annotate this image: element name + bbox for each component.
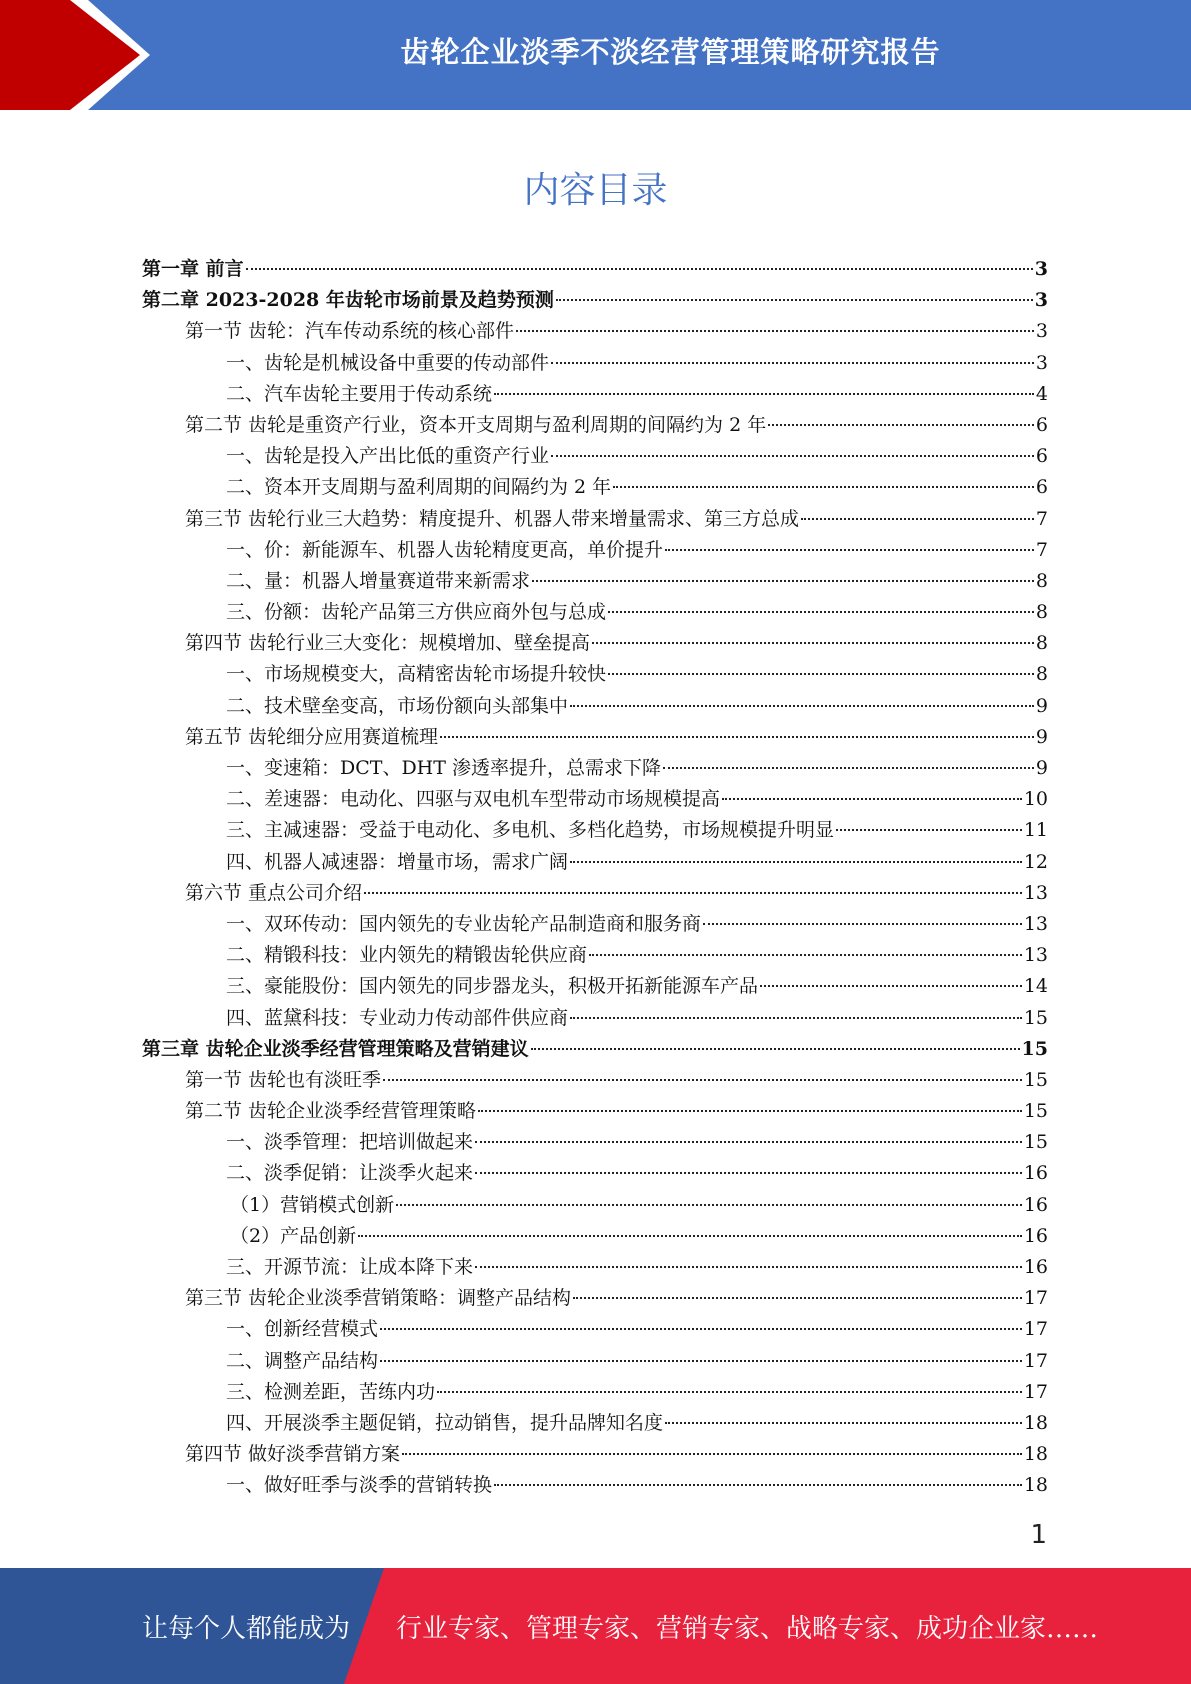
toc-entry-page: 18	[1023, 1443, 1048, 1466]
page-number: 1	[1030, 1520, 1047, 1550]
toc-entry-page: 8	[1035, 632, 1048, 655]
toc-entry-title: 第二章 2023-2028 年齿轮市场前景及趋势预测	[142, 289, 554, 312]
toc-entry[interactable]	[142, 1470, 1048, 1501]
toc-entry[interactable]	[142, 753, 1048, 784]
toc-entry-title: 一、做好旺季与淡季的营销转换	[226, 1474, 493, 1497]
toc-entry-page: 3	[1034, 258, 1048, 280]
toc-entry-title: 第三节 齿轮行业三大趋势：精度提升、机器人带来增量需求、第三方总成	[185, 507, 800, 530]
toc-entry-page: 16	[1023, 1224, 1048, 1247]
toc-dot-leader	[475, 1266, 1022, 1268]
toc-dot-leader	[532, 580, 1034, 582]
toc-entry[interactable]	[142, 254, 1048, 285]
toc-entry-page: 6	[1035, 445, 1048, 468]
toc-entry[interactable]	[142, 1127, 1048, 1158]
toc-entry-title: 二、调整产品结构	[226, 1349, 379, 1372]
toc-dot-leader	[760, 985, 1022, 987]
toc-entry-page: 16	[1023, 1256, 1048, 1278]
toc-entry-title: （1）营销模式创新	[230, 1193, 395, 1216]
toc-dot-leader	[494, 1484, 1022, 1486]
toc-entry-title: 二、量：机器人增量赛道带来新需求	[226, 569, 531, 592]
toc-entry[interactable]	[142, 1377, 1048, 1408]
toc-entry-page: 14	[1023, 975, 1048, 998]
toc-entry[interactable]	[142, 504, 1048, 535]
table-of-contents	[142, 254, 1048, 1502]
toc-entry-page: 6	[1035, 413, 1048, 436]
toc-dot-leader	[665, 549, 1034, 551]
toc-dot-leader	[589, 954, 1022, 956]
toc-entry-title: 四、开展淡季主题促销，拉动销售，提升品牌知名度	[226, 1411, 664, 1434]
toc-entry[interactable]	[142, 597, 1048, 628]
toc-dot-leader	[801, 518, 1034, 520]
toc-entry-page: 8	[1035, 663, 1048, 686]
toc-entry[interactable]	[142, 1003, 1048, 1034]
toc-entry-title: 四、机器人减速器：增量市场，需求广阔	[226, 850, 569, 873]
footer-band	[0, 1568, 1191, 1684]
toc-dot-leader	[437, 1391, 1022, 1393]
toc-dot-leader	[573, 1297, 1022, 1299]
toc-dot-leader	[665, 1422, 1022, 1424]
toc-dot-leader	[570, 1017, 1022, 1019]
toc-entry-title: 第四节 做好淡季营销方案	[185, 1443, 401, 1466]
toc-entry-page: 15	[1023, 1006, 1048, 1029]
toc-entry-title: 三、豪能股份：国内领先的同步器龙头，积极开拓新能源车产品	[226, 975, 759, 998]
toc-entry[interactable]	[142, 1439, 1048, 1470]
toc-entry-title: 四、蓝黛科技：专业动力传动部件供应商	[226, 1006, 569, 1029]
toc-entry-page: 9	[1035, 725, 1048, 748]
toc-entry-title: 二、资本开支周期与盈利周期的间隔约为 2 年	[226, 476, 612, 499]
toc-entry-title: 一、齿轮是投入产出比低的重资产行业	[226, 445, 550, 468]
toc-entry-page: 7	[1035, 507, 1048, 530]
toc-entry-page: 18	[1023, 1411, 1048, 1434]
toc-entry[interactable]	[142, 1314, 1048, 1345]
toc-dot-leader	[768, 424, 1034, 426]
toc-dot-leader	[613, 486, 1034, 488]
toc-entry[interactable]	[142, 1065, 1048, 1096]
toc-entry-title: 二、差速器：电动化、四驱与双电机车型带动市场规模提高	[226, 788, 721, 811]
toc-entry-page: 16	[1023, 1193, 1048, 1216]
toc-entry-page: 6	[1035, 476, 1048, 499]
toc-dot-leader	[592, 642, 1034, 644]
toc-entry[interactable]	[142, 1283, 1048, 1314]
toc-dot-leader	[608, 673, 1034, 675]
toc-dot-leader	[402, 1453, 1022, 1455]
toc-entry-page: 17	[1023, 1318, 1048, 1341]
toc-dot-leader	[663, 767, 1034, 769]
toc-entry[interactable]	[142, 659, 1048, 690]
toc-entry-title: 三、开源节流：让成本降下来	[226, 1256, 474, 1278]
toc-entry[interactable]	[142, 1252, 1048, 1283]
toc-entry[interactable]	[142, 379, 1048, 410]
toc-dot-leader	[531, 1048, 1020, 1050]
toc-dot-leader	[722, 798, 1022, 800]
toc-dot-leader	[608, 611, 1034, 613]
toc-entry[interactable]	[142, 940, 1048, 971]
toc-entry[interactable]	[142, 909, 1048, 940]
arrow-decoration	[0, 0, 140, 110]
toc-entry-title: 一、双环传动：国内领先的专业齿轮产品制造商和服务商	[226, 912, 702, 935]
toc-entry[interactable]	[142, 1346, 1048, 1377]
toc-entry[interactable]	[142, 535, 1048, 566]
toc-entry-title: 二、精锻科技：业内领先的精锻齿轮供应商	[226, 944, 588, 967]
toc-entry-page: 13	[1023, 912, 1048, 935]
toc-entry-title: 第四节 齿轮行业三大变化：规模增加、壁垒提高	[185, 632, 591, 655]
toc-dot-leader	[556, 299, 1033, 301]
toc-dot-leader	[380, 1360, 1022, 1362]
toc-entry-title: 一、创新经营模式	[226, 1318, 379, 1341]
toc-dot-leader	[494, 393, 1034, 395]
toc-entry-page: 3	[1034, 289, 1048, 312]
toc-entry-page: 17	[1023, 1349, 1048, 1372]
toc-entry[interactable]	[142, 1190, 1048, 1221]
toc-entry[interactable]	[142, 316, 1048, 347]
toc-dot-leader	[551, 455, 1034, 457]
toc-entry-title: 第二节 齿轮企业淡季经营管理策略	[185, 1100, 477, 1123]
toc-dot-leader	[358, 1235, 1022, 1237]
toc-entry[interactable]	[142, 1408, 1048, 1439]
toc-dot-leader	[478, 1110, 1022, 1112]
toc-entry-page: 15	[1021, 1037, 1048, 1060]
toc-entry[interactable]	[142, 691, 1048, 722]
toc-entry-page: 9	[1035, 757, 1048, 779]
toc-entry-page: 16	[1023, 1162, 1048, 1185]
toc-dot-leader	[703, 923, 1022, 925]
toc-entry-page: 17	[1023, 1380, 1048, 1403]
toc-entry-page: 8	[1035, 569, 1048, 592]
toc-entry-page: 13	[1023, 881, 1048, 904]
toc-entry-title: 三、份额：齿轮产品第三方供应商外包与总成	[226, 601, 607, 624]
toc-entry[interactable]	[142, 566, 1048, 597]
toc-entry[interactable]	[142, 722, 1048, 753]
toc-entry-title: 一、市场规模变大，高精密齿轮市场提升较快	[226, 663, 607, 686]
toc-entry[interactable]	[142, 410, 1048, 441]
toc-entry-title: 第一节 齿轮：汽车传动系统的核心部件	[185, 320, 515, 343]
toc-entry[interactable]	[142, 441, 1048, 472]
toc-entry-title: 三、主减速器：受益于电动化、多电机、多档化趋势，市场规模提升明显	[226, 819, 835, 842]
toc-dot-leader	[246, 268, 1033, 270]
toc-entry[interactable]	[142, 1096, 1048, 1127]
footer-slogan-left: 让每个人都能成为	[142, 1613, 351, 1644]
toc-entry-title: 二、技术壁垒变高，市场份额向头部集中	[226, 694, 569, 717]
toc-entry-title: 一、齿轮是机械设备中重要的传动部件	[226, 351, 550, 374]
toc-entry[interactable]	[142, 815, 1048, 846]
toc-dot-leader	[396, 1204, 1022, 1206]
toc-entry-page: 10	[1023, 788, 1048, 811]
toc-entry-page: 4	[1035, 382, 1048, 405]
toc-dot-leader	[516, 330, 1034, 332]
toc-dot-leader	[364, 892, 1022, 894]
toc-dot-leader	[475, 1141, 1022, 1143]
toc-entry-page: 17	[1023, 1287, 1048, 1310]
toc-entry-page: 18	[1023, 1474, 1048, 1497]
toc-entry-title: 三、检测差距，苦练内功	[226, 1380, 436, 1403]
toc-entry-page: 7	[1035, 538, 1048, 561]
toc-entry[interactable]	[142, 348, 1048, 379]
toc-entry-page: 12	[1023, 850, 1048, 873]
toc-entry-title: 第六节 重点公司介绍	[185, 881, 363, 904]
toc-entry-title: 一、淡季管理：把培训做起来	[226, 1131, 474, 1154]
report-title: 齿轮企业淡季不淡经营管理策略研究报告	[400, 34, 941, 69]
toc-entry-title: 第一节 齿轮也有淡旺季	[185, 1068, 382, 1091]
toc-entry-page: 15	[1023, 1068, 1048, 1091]
toc-entry[interactable]	[142, 1034, 1048, 1065]
toc-entry-title: 第三章 齿轮企业淡季经营管理策略及营销建议	[142, 1037, 529, 1060]
toc-entry-title: （2）产品创新	[230, 1224, 357, 1247]
toc-entry-page: 13	[1023, 944, 1048, 967]
toc-entry[interactable]	[142, 1158, 1048, 1189]
toc-entry-title: 二、淡季促销：让淡季火起来	[226, 1162, 474, 1185]
toc-entry-title: 第三节 齿轮企业淡季营销策略：调整产品结构	[185, 1287, 572, 1310]
toc-entry-page: 3	[1035, 320, 1048, 343]
toc-dot-leader	[551, 362, 1034, 364]
toc-entry[interactable]	[142, 878, 1048, 909]
toc-dot-leader	[475, 1172, 1022, 1174]
header-band	[0, 0, 1191, 110]
toc-entry[interactable]	[142, 847, 1048, 878]
toc-entry[interactable]	[142, 1221, 1048, 1252]
toc-entry-title: 二、汽车齿轮主要用于传动系统	[226, 382, 493, 405]
toc-entry[interactable]	[142, 285, 1048, 316]
toc-entry-title: 一、价：新能源车、机器人齿轮精度更高，单价提升	[226, 538, 664, 561]
toc-dot-leader	[570, 861, 1022, 863]
toc-dot-leader	[570, 705, 1034, 707]
toc-entry[interactable]	[142, 472, 1048, 503]
toc-entry[interactable]	[142, 784, 1048, 815]
toc-entry-page: 3	[1035, 351, 1048, 374]
toc-dot-leader	[440, 736, 1034, 738]
toc-entry-title: 第一章 前言	[142, 258, 244, 280]
toc-dot-leader	[383, 1079, 1022, 1081]
toc-entry-page: 15	[1023, 1131, 1048, 1154]
toc-entry[interactable]	[142, 971, 1048, 1002]
toc-entry-title: 第五节 齿轮细分应用赛道梳理	[185, 725, 439, 748]
toc-entry-page: 15	[1023, 1100, 1048, 1123]
toc-entry-page: 11	[1023, 819, 1048, 842]
toc-entry-title: 第二节 齿轮是重资产行业，资本开支周期与盈利周期的间隔约为 2 年	[185, 413, 767, 436]
toc-entry-page: 8	[1035, 601, 1048, 624]
toc-heading: 内容目录	[523, 170, 668, 211]
toc-entry-page: 9	[1035, 694, 1048, 717]
toc-entry[interactable]	[142, 628, 1048, 659]
toc-dot-leader	[836, 829, 1022, 831]
footer-slogan-right: 行业专家、管理专家、营销专家、战略专家、成功企业家……	[396, 1613, 1099, 1644]
toc-dot-leader	[380, 1328, 1022, 1330]
toc-entry-title: 一、变速箱：DCT、DHT 渗透率提升，总需求下降	[226, 757, 661, 779]
